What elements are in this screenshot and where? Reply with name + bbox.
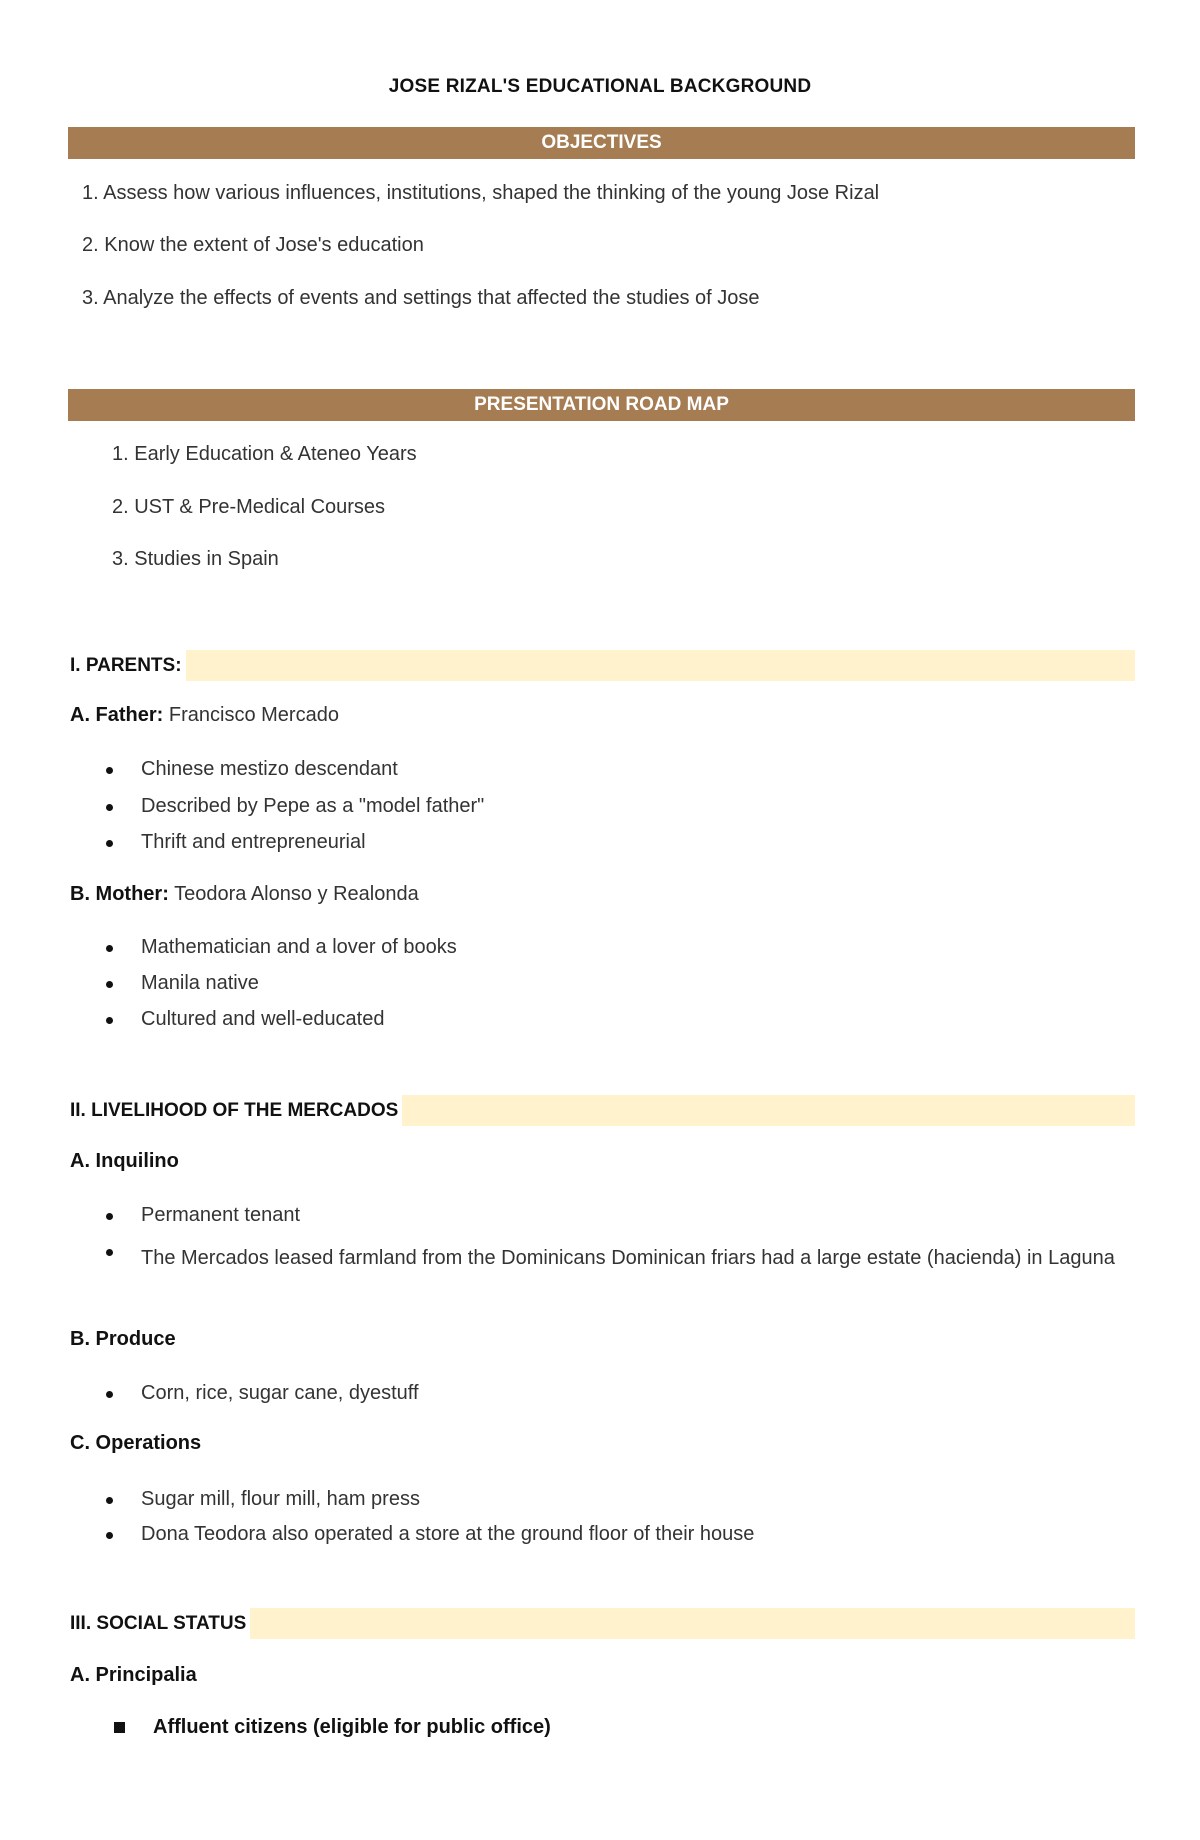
objective-item-1: 1. Assess how various influences, institutions, shaped the thinking of the young Jose Rizal [82, 182, 880, 204]
bullet-dot-icon [106, 840, 113, 847]
father-label: A. Father: [70, 704, 164, 726]
father-name: Francisco Mercado [163, 704, 339, 726]
section-parents-label: I. PARENTS: [68, 650, 186, 681]
section-social-label: III. SOCIAL STATUS [68, 1608, 250, 1639]
inquilino-line [70, 1150, 179, 1173]
mother-bullet-2: Manila native [141, 972, 259, 994]
section-social-heading [68, 1608, 1135, 1639]
bullet-dot-icon [106, 1213, 113, 1220]
father-bullet-2: Described by Pepe as a "model father" [141, 795, 485, 817]
bullet-dot-icon [106, 804, 113, 811]
bullet-dot-icon [106, 1497, 113, 1504]
section-parents-heading [68, 650, 1135, 681]
bullet-dot-icon [106, 1249, 113, 1256]
section-livelihood-label: II. LIVELIHOOD OF THE MERCADOS [68, 1095, 402, 1126]
bullet-dot-icon [106, 945, 113, 952]
father-bullet-3: Thrift and entrepreneurial [141, 831, 366, 853]
father-line [70, 704, 339, 727]
principalia-label: A. Principalia [70, 1664, 197, 1686]
bullet-square-icon [114, 1722, 125, 1733]
mother-name: Teodora Alonso y Realonda [168, 883, 419, 905]
roadmap-item-3: 3. Studies in Spain [112, 548, 279, 570]
inquilino-bullet-1: Permanent tenant [141, 1204, 300, 1226]
operations-label: C. Operations [70, 1432, 202, 1454]
roadmap-item-1: 1. Early Education & Ateneo Years [112, 443, 417, 465]
mother-bullet-3: Cultured and well-educated [141, 1008, 385, 1030]
bullet-dot-icon [106, 1017, 113, 1024]
operations-bullet-2: Dona Teodora also operated a store at the ground floor of their house [141, 1523, 755, 1545]
father-bullet-1: Chinese mestizo descendant [141, 758, 398, 780]
operations-bullet-1: Sugar mill, flour mill, ham press [141, 1488, 420, 1510]
inquilino-bullet-2: The Mercados leased farmland from the Dominicans Dominican friars had a large estate (hacienda) in Laguna [141, 1247, 1115, 1269]
mother-bullet-1: Mathematician and a lover of books [141, 936, 457, 958]
mother-line [70, 883, 419, 906]
produce-label: B. Produce [70, 1328, 176, 1350]
bullet-dot-icon [106, 981, 113, 988]
principalia-line [70, 1664, 197, 1687]
bullet-dot-icon [106, 1391, 113, 1398]
produce-bullet-1: Corn, rice, sugar cane, dyestuff [141, 1382, 419, 1404]
produce-line [70, 1328, 176, 1351]
roadmap-header-bar: PRESENTATION ROAD MAP [68, 389, 1135, 421]
objective-item-3: 3. Analyze the effects of events and settings that affected the studies of Jose [82, 287, 760, 309]
roadmap-item-2: 2. UST & Pre-Medical Courses [112, 496, 386, 518]
principalia-bullet-1: Affluent citizens (eligible for public office) [153, 1716, 551, 1738]
objectives-header-bar: OBJECTIVES [68, 127, 1135, 159]
document-title: JOSE RIZAL'S EDUCATIONAL BACKGROUND [388, 76, 812, 97]
section-livelihood-heading [68, 1095, 1135, 1126]
mother-label: B. Mother: [70, 883, 169, 905]
bullet-dot-icon [106, 1532, 113, 1539]
inquilino-label: A. Inquilino [70, 1150, 179, 1172]
operations-line [70, 1432, 201, 1455]
objective-item-2: 2. Know the extent of Jose's education [82, 234, 424, 256]
bullet-dot-icon [106, 767, 113, 774]
